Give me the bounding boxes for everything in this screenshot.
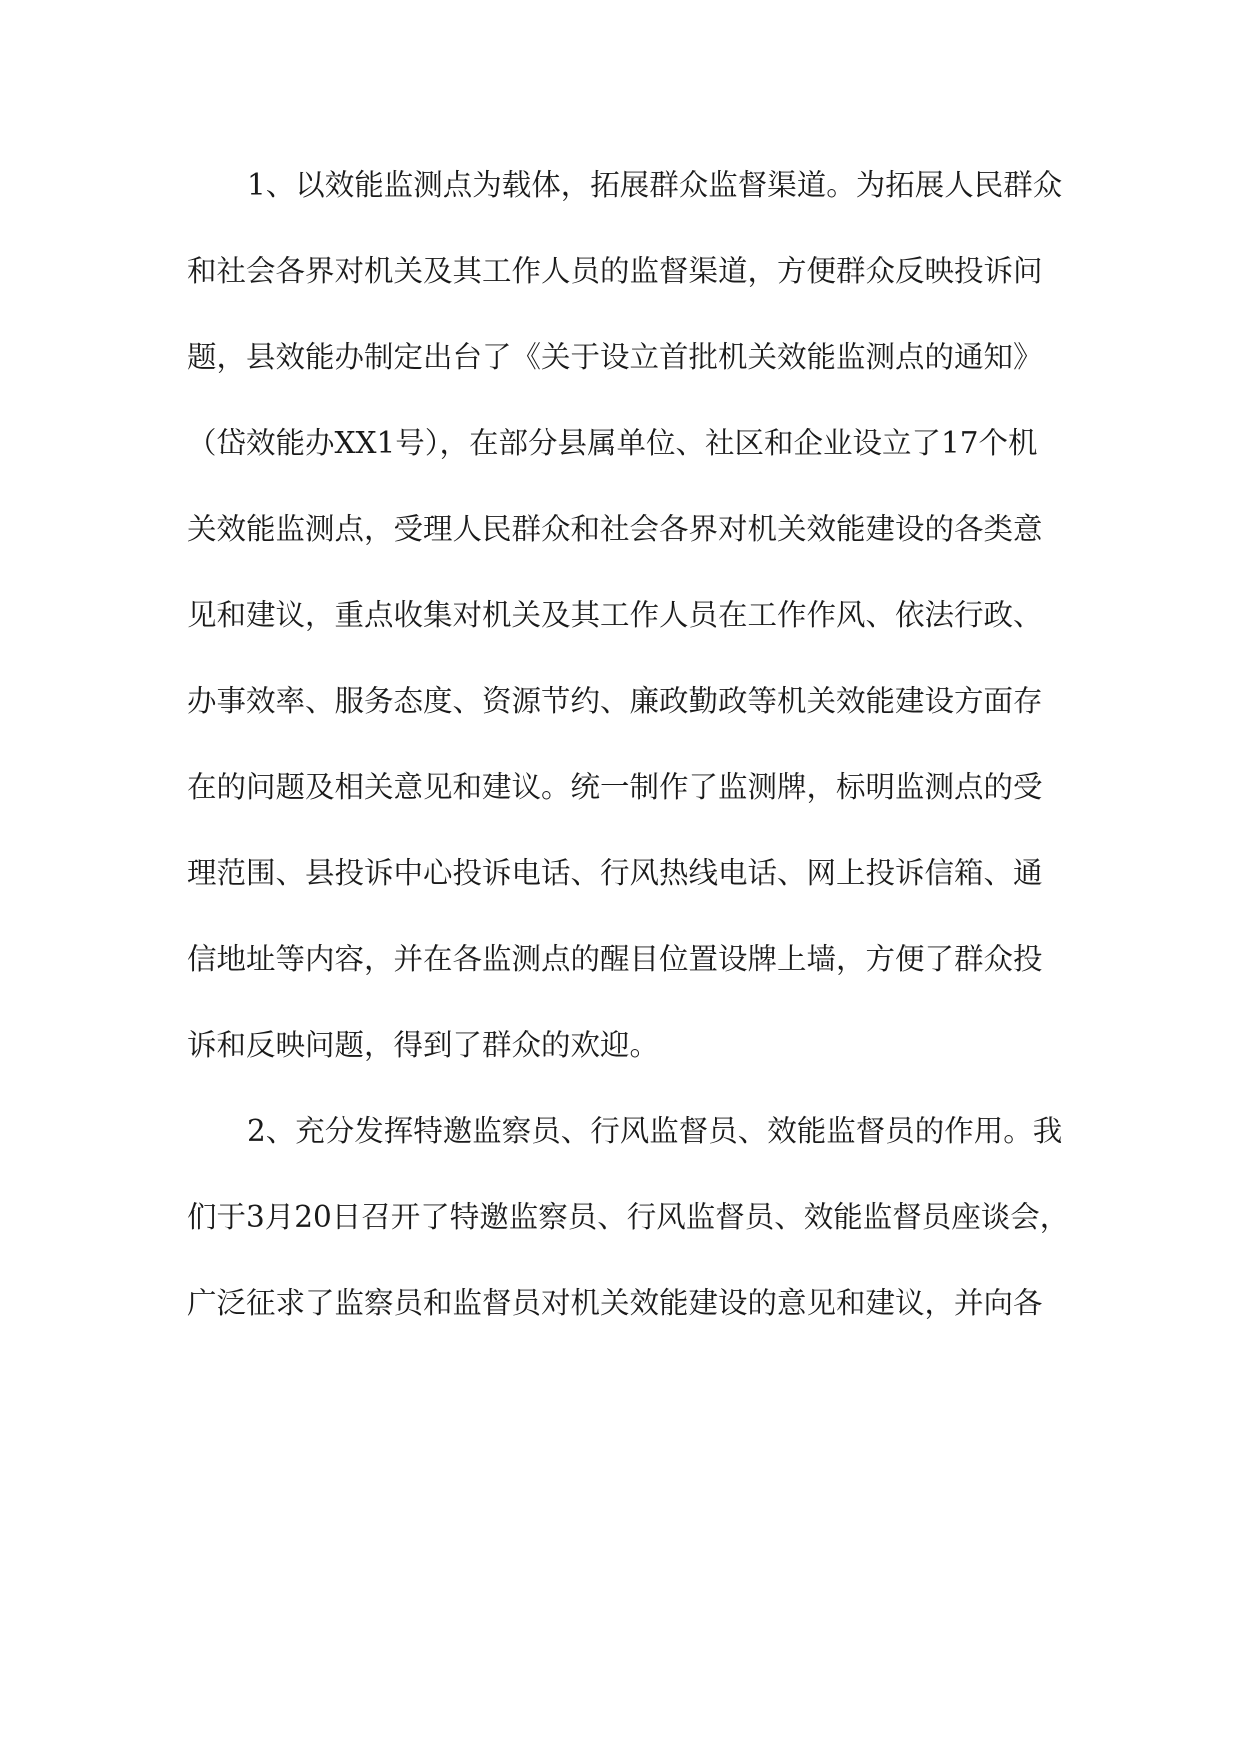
paragraph-1-line-9: 理范围、县投诉中心投诉电话、行风热线电话、网上投诉信箱、通: [187, 856, 1043, 890]
paragraph-1-line-10: 信地址等内容，并在各监测点的醒目位置设牌上墙，方便了群众投: [187, 942, 1043, 976]
paragraph-1-line-11: 诉和反映问题，得到了群众的欢迎。: [187, 1028, 660, 1062]
paragraph-1-line-4: （岱效能办XX1号），在部分县属单位、社区和企业设立了17个机: [187, 426, 1038, 460]
paragraph-2-line-1: 2、充分发挥特邀监察员、行风监督员、效能监督员的作用。我: [247, 1114, 1063, 1148]
paragraph-1-line-5: 关效能监测点，受理人民群众和社会各界对机关效能建设的各类意: [187, 512, 1043, 546]
paragraph-1-line-6: 见和建议，重点收集对机关及其工作人员在工作作风、依法行政、: [187, 598, 1043, 632]
paragraph-1-line-1: 1、以效能监测点为载体，拓展群众监督渠道。为拓展人民群众: [247, 168, 1063, 202]
paragraph-1-line-3: 题，县效能办制定出台了《关于设立首批机关效能监测点的通知》: [187, 340, 1043, 374]
paragraph-1-line-7: 办事效率、服务态度、资源节约、廉政勤政等机关效能建设方面存: [187, 684, 1043, 718]
paragraph-1-line-8: 在的问题及相关意见和建议。统一制作了监测牌，标明监测点的受: [187, 770, 1043, 804]
paragraph-2-line-2: 们于3月20日召开了特邀监察员、行风监督员、效能监督员座谈会，: [187, 1200, 1070, 1234]
paragraph-1-line-2: 和社会各界对机关及其工作人员的监督渠道，方便群众反映投诉问: [187, 254, 1043, 288]
paragraph-2-line-3: 广泛征求了监察员和监督员对机关效能建设的意见和建议，并向各: [187, 1286, 1043, 1320]
